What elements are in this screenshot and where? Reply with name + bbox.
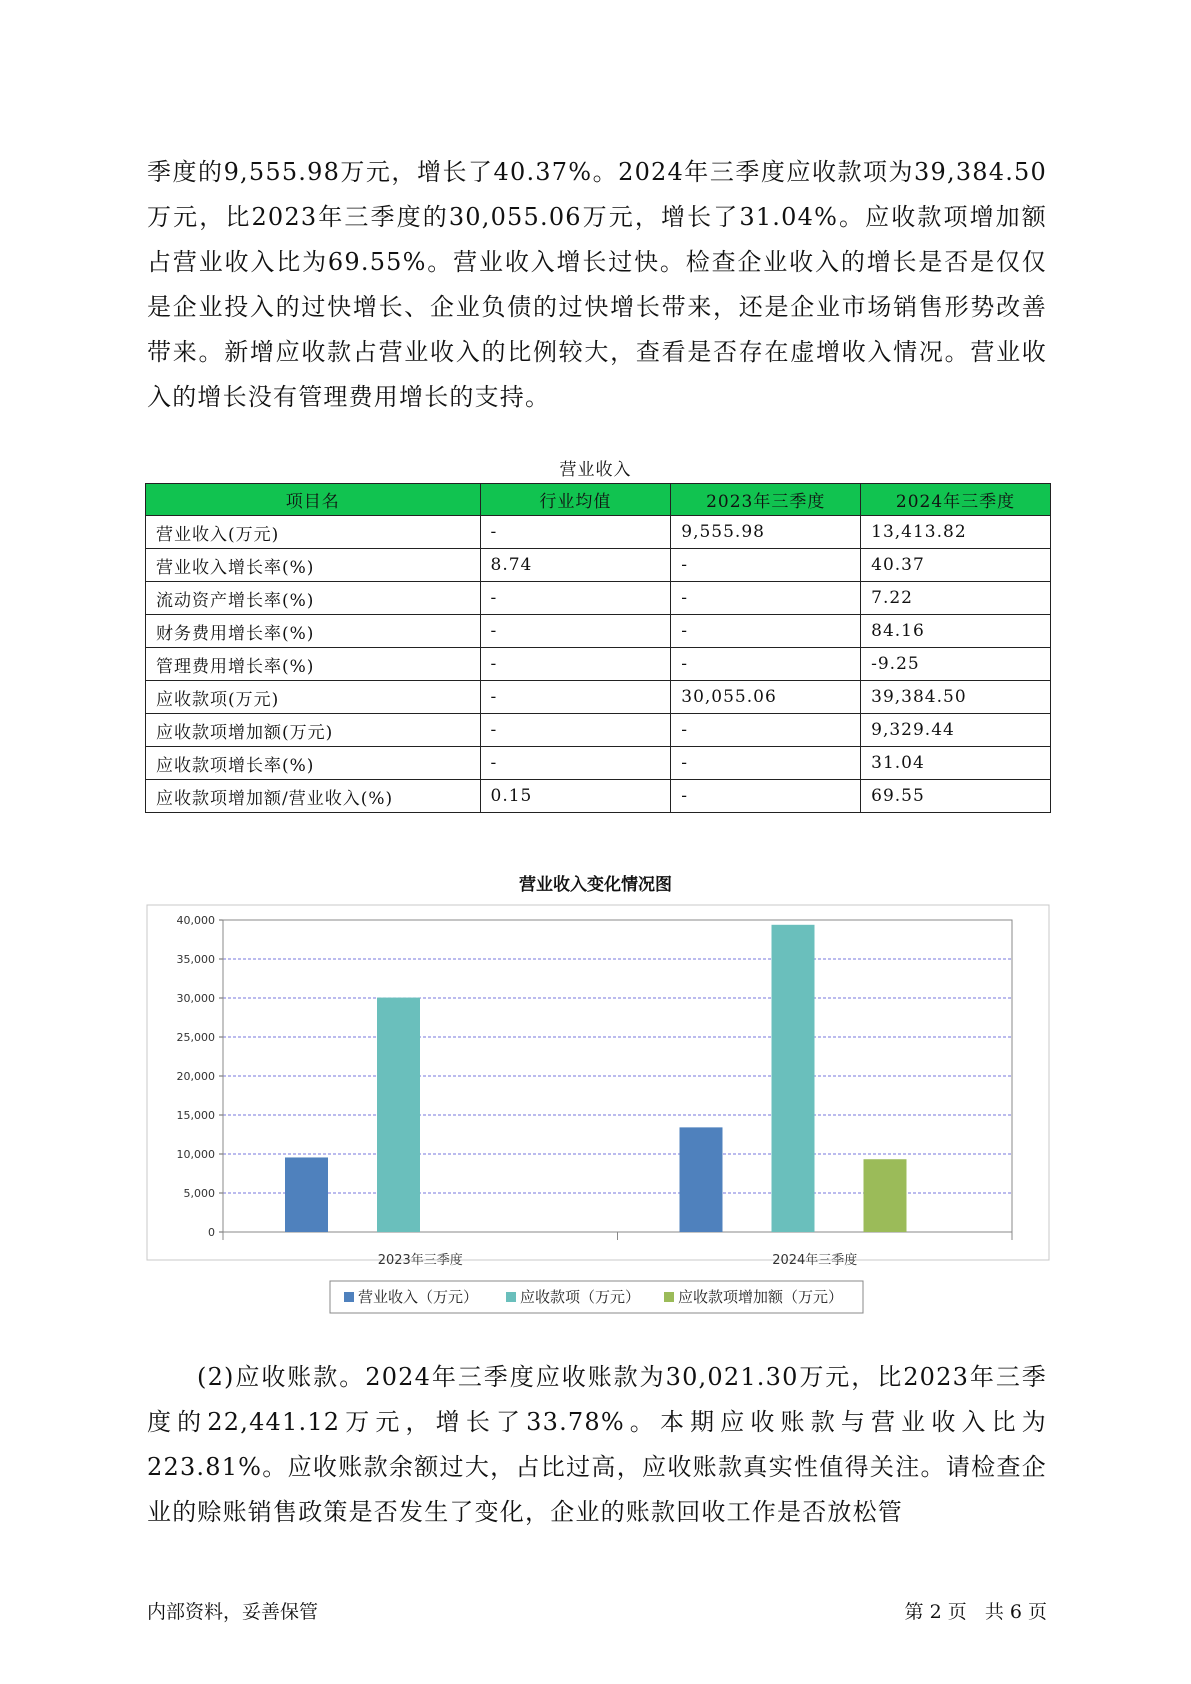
chart-frame <box>147 905 1049 1260</box>
footer-page-number: 第 2 页 共 6 页 <box>904 1601 1047 1623</box>
header-industry-avg: 行业均值 <box>480 484 671 516</box>
table-cell: 流动资产增长率(%) <box>146 582 481 615</box>
table-cell: 应收款项(万元) <box>146 681 481 714</box>
table-cell: 8.74 <box>480 549 671 582</box>
table-cell: 营业收入(万元) <box>146 516 481 549</box>
table-cell: 财务费用增长率(%) <box>146 615 481 648</box>
y-tick-label: 30,000 <box>176 992 215 1005</box>
legend-label: 营业收入（万元） <box>358 1288 479 1306</box>
table-cell: - <box>671 714 861 747</box>
bar-1-1 <box>772 925 815 1232</box>
bar-0-0 <box>285 1157 328 1232</box>
y-tick-label: 10,000 <box>176 1148 215 1161</box>
table-cell: - <box>671 747 861 780</box>
table-cell: - <box>480 714 671 747</box>
x-tick-label: 2024年三季度 <box>772 1253 858 1268</box>
table-cell: 营业收入增长率(%) <box>146 549 481 582</box>
table-cell: - <box>480 747 671 780</box>
table-cell: - <box>671 648 861 681</box>
table-cell: - <box>671 780 861 813</box>
table-cell: - <box>480 582 671 615</box>
x-tick-label: 2023年三季度 <box>377 1253 463 1268</box>
table-cell: - <box>671 615 861 648</box>
table-cell: 应收款项增加额/营业收入(%) <box>146 780 481 813</box>
table-cell: - <box>671 549 861 582</box>
legend-swatch <box>344 1292 354 1302</box>
legend-label: 应收款项增加额（万元） <box>678 1288 844 1306</box>
y-tick-label: 0 <box>208 1226 215 1239</box>
header-2024-q3: 2024年三季度 <box>861 484 1051 516</box>
legend-label: 应收款项（万元） <box>520 1288 641 1306</box>
table-cell: - <box>480 681 671 714</box>
footer-confidential-note: 内部资料，妥善保管 <box>147 1601 319 1623</box>
table-cell: 应收款项增长率(%) <box>146 747 481 780</box>
table-cell: - <box>671 582 861 615</box>
table-cell: 40.37 <box>861 549 1051 582</box>
y-tick-label: 15,000 <box>176 1109 215 1122</box>
table-cell: 7.22 <box>861 582 1051 615</box>
table-cell: - <box>480 615 671 648</box>
legend-swatch <box>664 1292 674 1302</box>
y-tick-label: 25,000 <box>176 1031 215 1044</box>
y-tick-label: 35,000 <box>176 953 215 966</box>
table-cell: 应收款项增加额(万元) <box>146 714 481 747</box>
table-cell: 39,384.50 <box>861 681 1051 714</box>
bar-2-1 <box>864 1159 907 1232</box>
y-tick-label: 5,000 <box>183 1187 215 1200</box>
bar-1-0 <box>377 998 420 1232</box>
table-cell: 管理费用增长率(%) <box>146 648 481 681</box>
table-cell: - <box>480 648 671 681</box>
legend-swatch <box>506 1292 516 1302</box>
header-item-name: 项目名 <box>146 484 481 516</box>
table-cell: 9,555.98 <box>671 516 861 549</box>
table-cell: -9.25 <box>861 648 1051 681</box>
table-cell: 9,329.44 <box>861 714 1051 747</box>
table-caption: 营业收入 <box>559 460 632 480</box>
chart-title: 营业收入变化情况图 <box>519 875 672 895</box>
table-cell: 13,413.82 <box>861 516 1051 549</box>
table-cell: 0.15 <box>480 780 671 813</box>
table-cell: - <box>480 516 671 549</box>
y-tick-label: 20,000 <box>176 1070 215 1083</box>
bar-0-1 <box>680 1127 723 1232</box>
table-cell: 84.16 <box>861 615 1051 648</box>
table-cell: 31.04 <box>861 747 1051 780</box>
header-2023-q3: 2023年三季度 <box>671 484 861 516</box>
y-tick-label: 40,000 <box>176 914 215 927</box>
body-paragraph-2: (2)应收账款。2024年三季度应收账款为30,021.30万元，比2023年三季度的22,441.12万元，增长了33.78%。本期应收账款与营业收入比为223.81%。应收账款余额过大，占比过高，应收账款真实性值得关注。请检查企业的赊账销售政策是否发生了变化，企业的账款回收工作是否放松管 <box>147 1363 1047 1526</box>
table-cell: 69.55 <box>861 780 1051 813</box>
body-paragraph-1: 季度的9,555.98万元，增长了40.37%。2024年三季度应收款项为39,384.50万元，比2023年三季度的30,055.06万元，增长了31.04%。应收款项增加额占营业收入比为69.55%。营业收入增长过快。检查企业收入的增长是否是仅仅是企业投入的过快增长、企业负债的过快增长带来，还是企业市场销售形势改善带来。新增应收款占营业收入的比例较大，查看是否存在虚增收入情况。营业收入的增长没有管理费用增长的支持。 <box>147 158 1047 411</box>
table-cell: 30,055.06 <box>671 681 861 714</box>
